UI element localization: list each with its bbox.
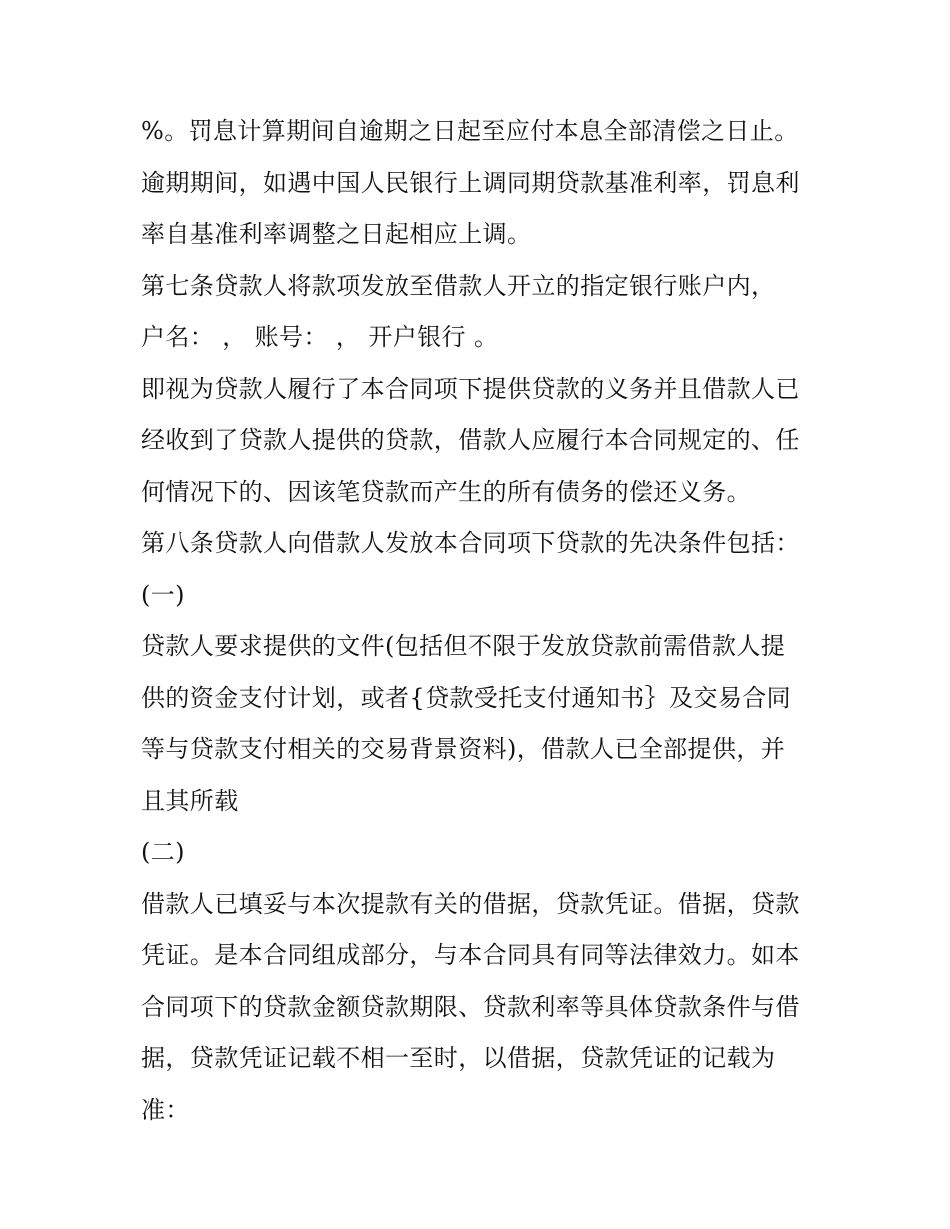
text-line: 准： (141, 1095, 190, 1124)
account-info-line: 户名： ， 账号： ， 开户银行 。 (141, 323, 499, 351)
clause-marker-1: (一) (141, 580, 185, 609)
article-8-heading-line: 第八条贷款人向借款人发放本合同项下贷款的先决条件包括： (141, 529, 800, 557)
text-line: 率自基准利率调整之日起相应上调。 (141, 220, 532, 248)
text-line: 等与贷款支付相关的交易背景资料)，借款人已全部提供，并 (141, 735, 786, 763)
text-line: 凭证。是本合同组成部分，与本合同具有同等法律效力。如本 (141, 941, 800, 969)
text-line: 借款人已填妥与本次提款有关的借据，贷款凭证。借据，贷款 (141, 889, 800, 918)
document-body (141, 106, 821, 1136)
text-line: 据，贷款凭证记载不相一至时，以借据，贷款凭证的记载为 (141, 1044, 776, 1072)
text-line: 何情况下的、因该笔贷款而产生的所有债务的偿还义务。 (141, 477, 751, 506)
text-line: 经收到了贷款人提供的贷款，借款人应履行本合同规定的、任 (141, 426, 800, 454)
text-line: %。罚息计算期间自逾期之日起至应付本息全部清偿之日止。 (141, 117, 799, 145)
text-line: 逾期期间，如遇中国人民银行上调同期贷款基准利率，罚息利 (141, 168, 800, 197)
text-line: 即视为贷款人履行了本合同项下提供贷款的义务并且借款人已 (141, 374, 800, 403)
article-7-heading-line: 第七条贷款人将款项发放至借款人开立的指定银行账户内， (141, 271, 776, 300)
clause-marker-2: (二) (141, 838, 185, 866)
text-line: 供的资金支付计划，或者{贷款受托支付通知书｝及交易合同 (141, 683, 792, 712)
text-line: 且其所载 (141, 786, 239, 815)
text-line: 贷款人要求提供的文件(包括但不限于发放贷款前需借款人提 (141, 632, 786, 660)
text-line: 合同项下的贷款金额贷款期限、贷款利率等具体贷款条件与借 (141, 992, 800, 1021)
